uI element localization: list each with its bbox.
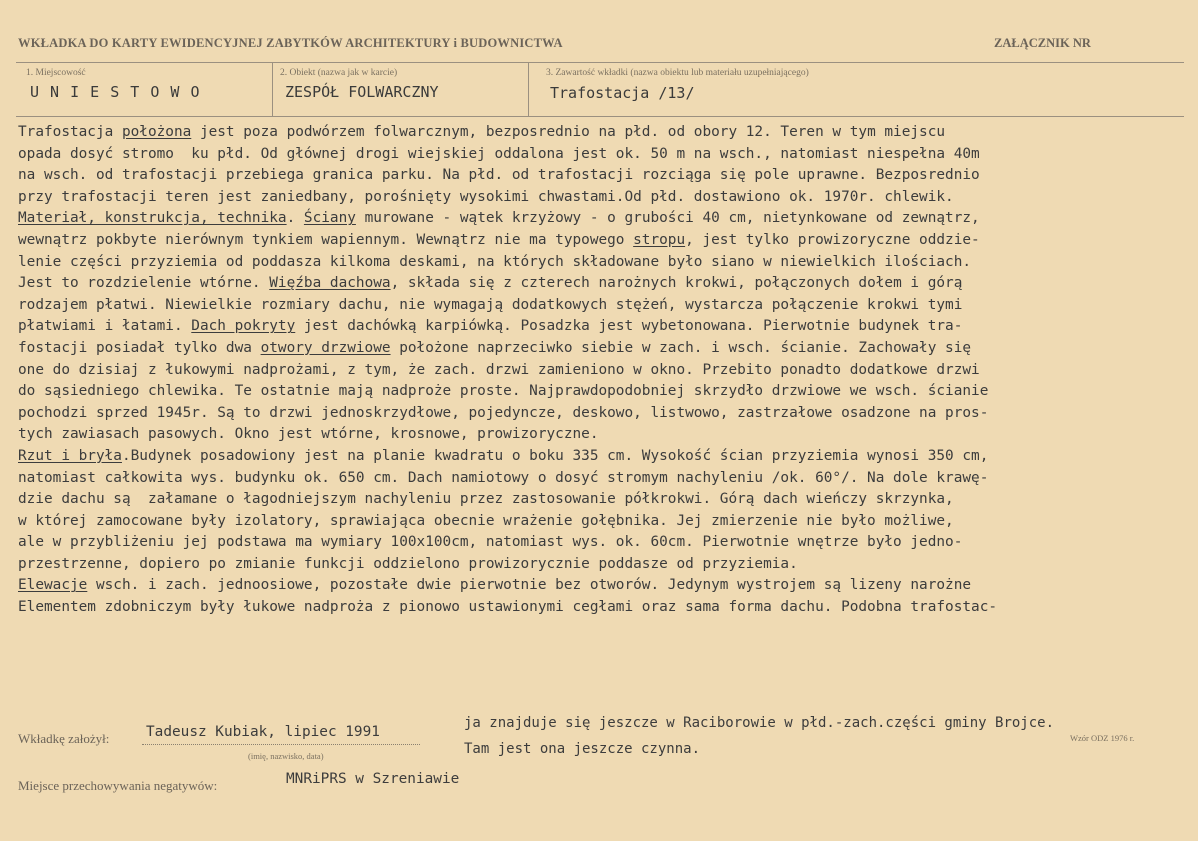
- locality-label: 1. Miejscowość: [26, 68, 86, 78]
- body-line: [18, 144, 1183, 166]
- body-line: [18, 381, 1183, 403]
- founded-value: Tadeusz Kubiak, lipiec 1991: [146, 724, 380, 740]
- text-segment: Trafostacja: [18, 124, 122, 140]
- body-line: [18, 489, 1183, 511]
- body-line: [18, 208, 1183, 230]
- header-divider-top: [16, 62, 1184, 63]
- text-segment: ale w przybliżeniu jej podstawa ma wymiary 100x100cm, natomiast wys. ok. 60cm. Pierwotnie wnętrze było jedno-: [18, 534, 963, 551]
- text-segment: Jest to rozdzielenie wtórne.: [18, 275, 270, 292]
- form-template-note: Wzór ODZ 1976 r.: [1070, 733, 1135, 743]
- body-line: [18, 446, 1183, 468]
- body-line: [18, 295, 1183, 317]
- text-segment: przestrzenne, dopiero po zmianie funkcji oddzielono prowizorycznie poddasze od przyziemia.: [18, 555, 798, 572]
- text-segment: na wsch. od trafostacji przebiega granica parku. Na płd. od trafostacji rozciąga się pole uprawne. Bezposrednio: [18, 167, 980, 184]
- underlined-heading: Więźba dachowa: [269, 275, 391, 292]
- text-segment: .: [286, 210, 304, 227]
- founded-underline: [142, 744, 420, 745]
- text-segment: opada dosyć stromo ku płd. Od głównej drogi wiejskiej oddalona jest ok. 50 m na wsch., natomiast niespełna 40m: [18, 145, 980, 162]
- body-line: [18, 554, 1183, 576]
- continuation-line-1: ja znajduje się jeszcze w Raciborowie w płd.-zach.części gminy Brojce.: [464, 715, 1055, 731]
- text-segment: dzie dachu są załamane o łagodniejszym nachyleniu przez zastosowanie półkrokwi. Górą dach wieńczy skrzynka,: [18, 491, 954, 508]
- text-segment: .Budynek posadowiony jest na planie kwadratu o boku 335 cm. Wysokość ścian przyziemia wynosi 350 cm,: [121, 447, 989, 464]
- text-segment: przy trafostacji teren jest zaniedbany, porośnięty wysokimi chwastami.Od płd. dostawiono ok. 1970r. chlewik.: [18, 188, 954, 205]
- underlined-heading: otwory drzwiowe: [260, 339, 391, 356]
- body-line: [18, 424, 1183, 446]
- text-segment: , składa się z czterech narożnych krokwi, połączonych dołem i górą: [390, 275, 963, 292]
- text-segment: rodzajem płatwi. Niewielkie rozmiary dachu, nie wymagają dodatkowych stężeń, wystarcza połączenie krokwi tymi: [18, 296, 963, 313]
- text-segment: płatwiami i łatami.: [18, 318, 192, 335]
- content-value: Trafostacja /13/: [550, 84, 695, 102]
- body-line: [18, 360, 1183, 382]
- text-segment: tych zawiasach pasowych. Okno jest wtórne, krosnowe, prowizoryczne.: [18, 426, 599, 443]
- text-segment: natomiast całkowita wys. budynku ok. 650 cm. Dach namiotowy o dosyć stromym nachyleniu /ok. 60°/. Na dole krawę-: [18, 469, 989, 486]
- body-line: [18, 338, 1183, 360]
- underlined-heading: Materiał, konstrukcja, technika: [18, 210, 287, 227]
- text-segment: Elementem zdobniczym były łukowe nadproża z pionowo ustawionymi cegłami oraz sama forma dachu. Podobna trafostac-: [18, 599, 998, 616]
- body-line: [18, 273, 1183, 295]
- content-label: 3. Zawartość wkładki (nazwa obiektu lub materiału uzupełniającego): [546, 68, 809, 78]
- body-line: [18, 575, 1183, 597]
- text-segment: wsch. i zach. jednoosiowe, pozostałe dwie pierwotnie bez otworów. Jedynym wystrojem są lizeny narożne: [87, 577, 972, 594]
- text-segment: do sąsiedniego chlewika. Te ostatnie mają nadproże proste. Najprawdopodobniej skrzydło drzwiowe we wsch. ścianie: [18, 383, 989, 400]
- object-label: 2. Obiekt (nazwa jak w karcie): [280, 68, 398, 78]
- text-segment: lenie części przyziemia od poddasza kilkoma deskami, na których składowane było siano w niewielkich ilościach.: [18, 253, 972, 270]
- body-line: [18, 252, 1183, 274]
- text-segment: one do dzisiaj z łukowymi nadprożami, z tym, że zach. drzwi zamieniono w okno. Przebito ponadto dodatkowe drzwi: [18, 361, 980, 378]
- text-segment: wewnątrz pokbyte nierównym tynkiem wapiennym. Wewnątrz nie ma typowego: [18, 231, 634, 248]
- text-segment: pochodzi sprzed 1945r. Są to drzwi jednoskrzydłowe, pojedyncze, deskowo, listwowo, zastrzałowe osadzone na pros-: [18, 404, 989, 421]
- field-divider-1: [272, 62, 273, 116]
- body-line: [18, 230, 1183, 252]
- underlined-heading: Elewacje: [18, 577, 88, 594]
- header-divider-bottom: [16, 116, 1184, 117]
- text-segment: , jest tylko prowizoryczne oddzie-: [685, 231, 980, 248]
- description-body: [18, 122, 1183, 619]
- object-value: ZESPÓŁ FOLWARCZNY: [285, 83, 439, 101]
- text-segment: fostacji posiadał tylko dwa: [18, 339, 261, 356]
- founded-label: Wkładkę założył:: [18, 731, 110, 746]
- storage-value: MNRiPRS w Szreniawie: [286, 771, 460, 787]
- underlined-heading: stropu: [633, 231, 686, 248]
- field-divider-2: [528, 62, 529, 116]
- body-line: [18, 403, 1183, 425]
- text-segment: jest dachówką karpiówką. Posadzka jest wybetonowana. Pierwotnie budynek tra-: [295, 318, 963, 335]
- storage-label: Miejsce przechowywania negatywów:: [18, 778, 218, 793]
- underlined-heading: Dach pokryty: [191, 318, 296, 335]
- underlined-heading: Ściany: [303, 210, 356, 227]
- underlined-heading: położona: [121, 124, 192, 140]
- form-title: WKŁADKA DO KARTY EWIDENCYJNEJ ZABYTKÓW ARCHITEKTURY i BUDOWNICTWA: [18, 36, 563, 50]
- text-segment: murowane - wątek krzyżowy - o grubości 40 cm, nietynkowane od zewnątrz,: [355, 210, 980, 227]
- body-line: [18, 122, 1183, 144]
- text-segment: jest poza podwórzem folwarcznym, bezposrednio na płd. od obory 12. Teren w tym miejscu: [191, 124, 946, 140]
- founded-sublabel: (imię, nazwisko, data): [248, 751, 324, 761]
- continuation-line-2: Tam jest ona jeszcze czynna.: [464, 741, 701, 757]
- body-line: [18, 532, 1183, 554]
- body-line: [18, 468, 1183, 490]
- text-segment: w której zamocowane były izolatory, sprawiająca obecnie wrażenie gołębnika. Jej zmierzenie nie było możliwe,: [18, 512, 954, 529]
- body-line: [18, 597, 1183, 619]
- body-line: [18, 511, 1183, 533]
- text-segment: położone naprzeciwko siebie w zach. i wsch. ścianie. Zachowały się: [390, 339, 972, 356]
- locality-value: U N I E S T O W O: [30, 83, 201, 101]
- body-line: [18, 316, 1183, 338]
- body-line: [18, 165, 1183, 187]
- body-line: [18, 187, 1183, 209]
- underlined-heading: Rzut i bryła: [18, 447, 122, 464]
- annex-label: ZAŁĄCZNIK NR: [994, 36, 1091, 50]
